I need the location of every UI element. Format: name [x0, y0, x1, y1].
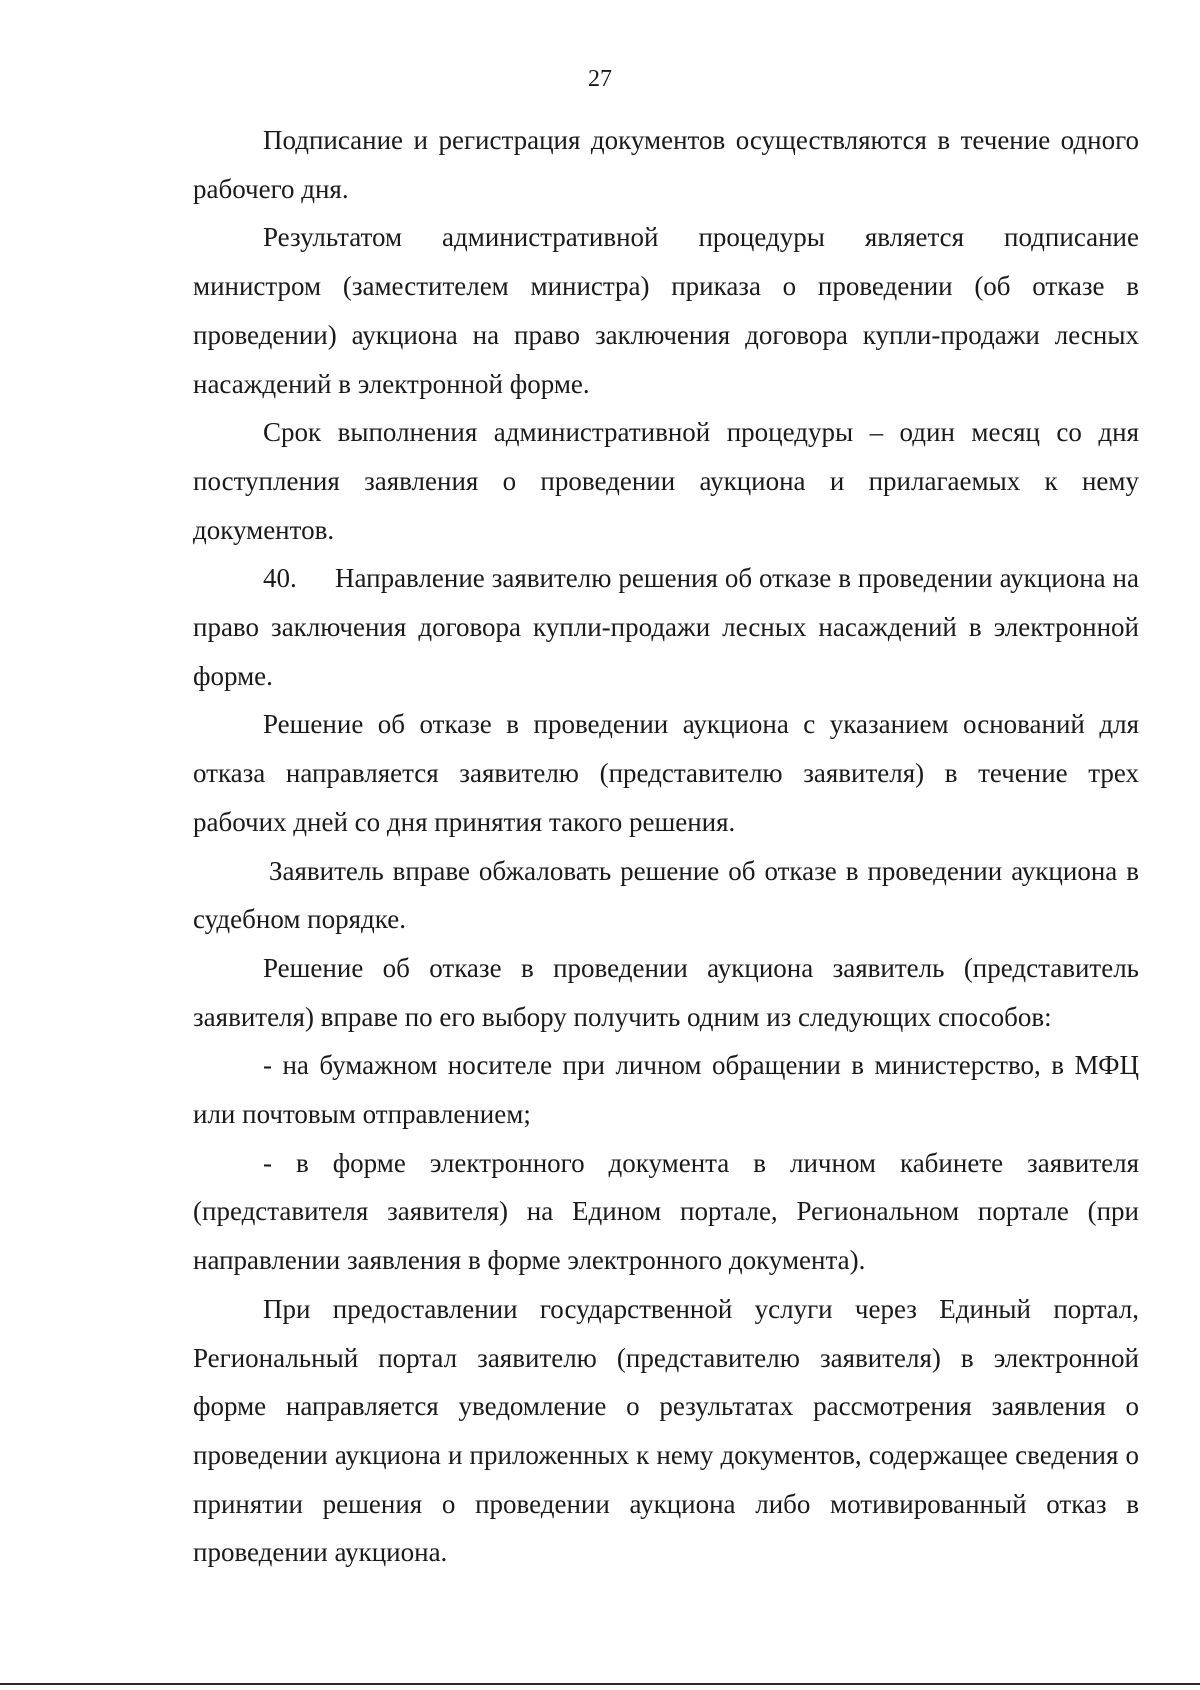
- paragraph-receipt-methods: Решение об отказе в проведении аукциона заявитель (представитель заявителя) вправе по его выбору получить одним из следующих способов:: [193, 952, 1139, 1032]
- paragraph-appeal: Заявитель вправе обжаловать решение об отказе в проведении аукциона в судебном порядке.: [193, 855, 1139, 935]
- page-number: 27: [588, 66, 612, 92]
- paragraph-portal-notification: При предоставлении государственной услуги через Единый портал, Региональный портал заявителю (представителю заявителя) в электронной форме направляется уведомление о результатах рассмотрения заявления о проведении аукциона и приложенных к нему документов, содержащее сведения о принятии решения о проведении аукциона либо мотивированный отказ в проведении аукциона.: [193, 1293, 1139, 1568]
- paragraph-refusal-notice: Решение об отказе в проведении аукциона с указанием оснований для отказа направляется заявителю (представителю заявителя) в течение трех рабочих дней со дня принятия такого решения.: [193, 709, 1139, 837]
- paragraph-item-40: [193, 554, 1139, 700]
- item-40-text: Направление заявителю решения об отказе в проведении аукциона на право заключения договора купли-продажи лесных насаждений в электронной форме.: [193, 563, 1139, 691]
- item-number: 40.: [263, 563, 297, 594]
- paragraph-procedure-result: Результатом административной процедуры является подписание министром (заместителем министра) приказа о проведении (об отказе в проведении) аукциона на право заключения договора купли-продажи лесных насаждений в электронной форме.: [193, 222, 1139, 399]
- document-body: [193, 116, 1139, 1577]
- paragraph-procedure-term: Срок выполнения административной процедуры – один месяц со дня поступления заявления о проведении аукциона и прилагаемых к нему документов.: [193, 417, 1139, 545]
- paragraph-method-electronic: - в форме электронного документа в личном кабинете заявителя (представителя заявителя) на Едином портале, Региональном портале (при направлении заявления в форме электронного документа).: [193, 1147, 1139, 1276]
- bottom-rule: [0, 1683, 1200, 1685]
- paragraph-method-paper: - на бумажном носителе при личном обращении в министерство, в МФЦ или почтовым отправлением;: [193, 1050, 1139, 1130]
- paragraph-signing: Подписание и регистрация документов осуществляются в течение одного рабочего дня.: [193, 125, 1139, 204]
